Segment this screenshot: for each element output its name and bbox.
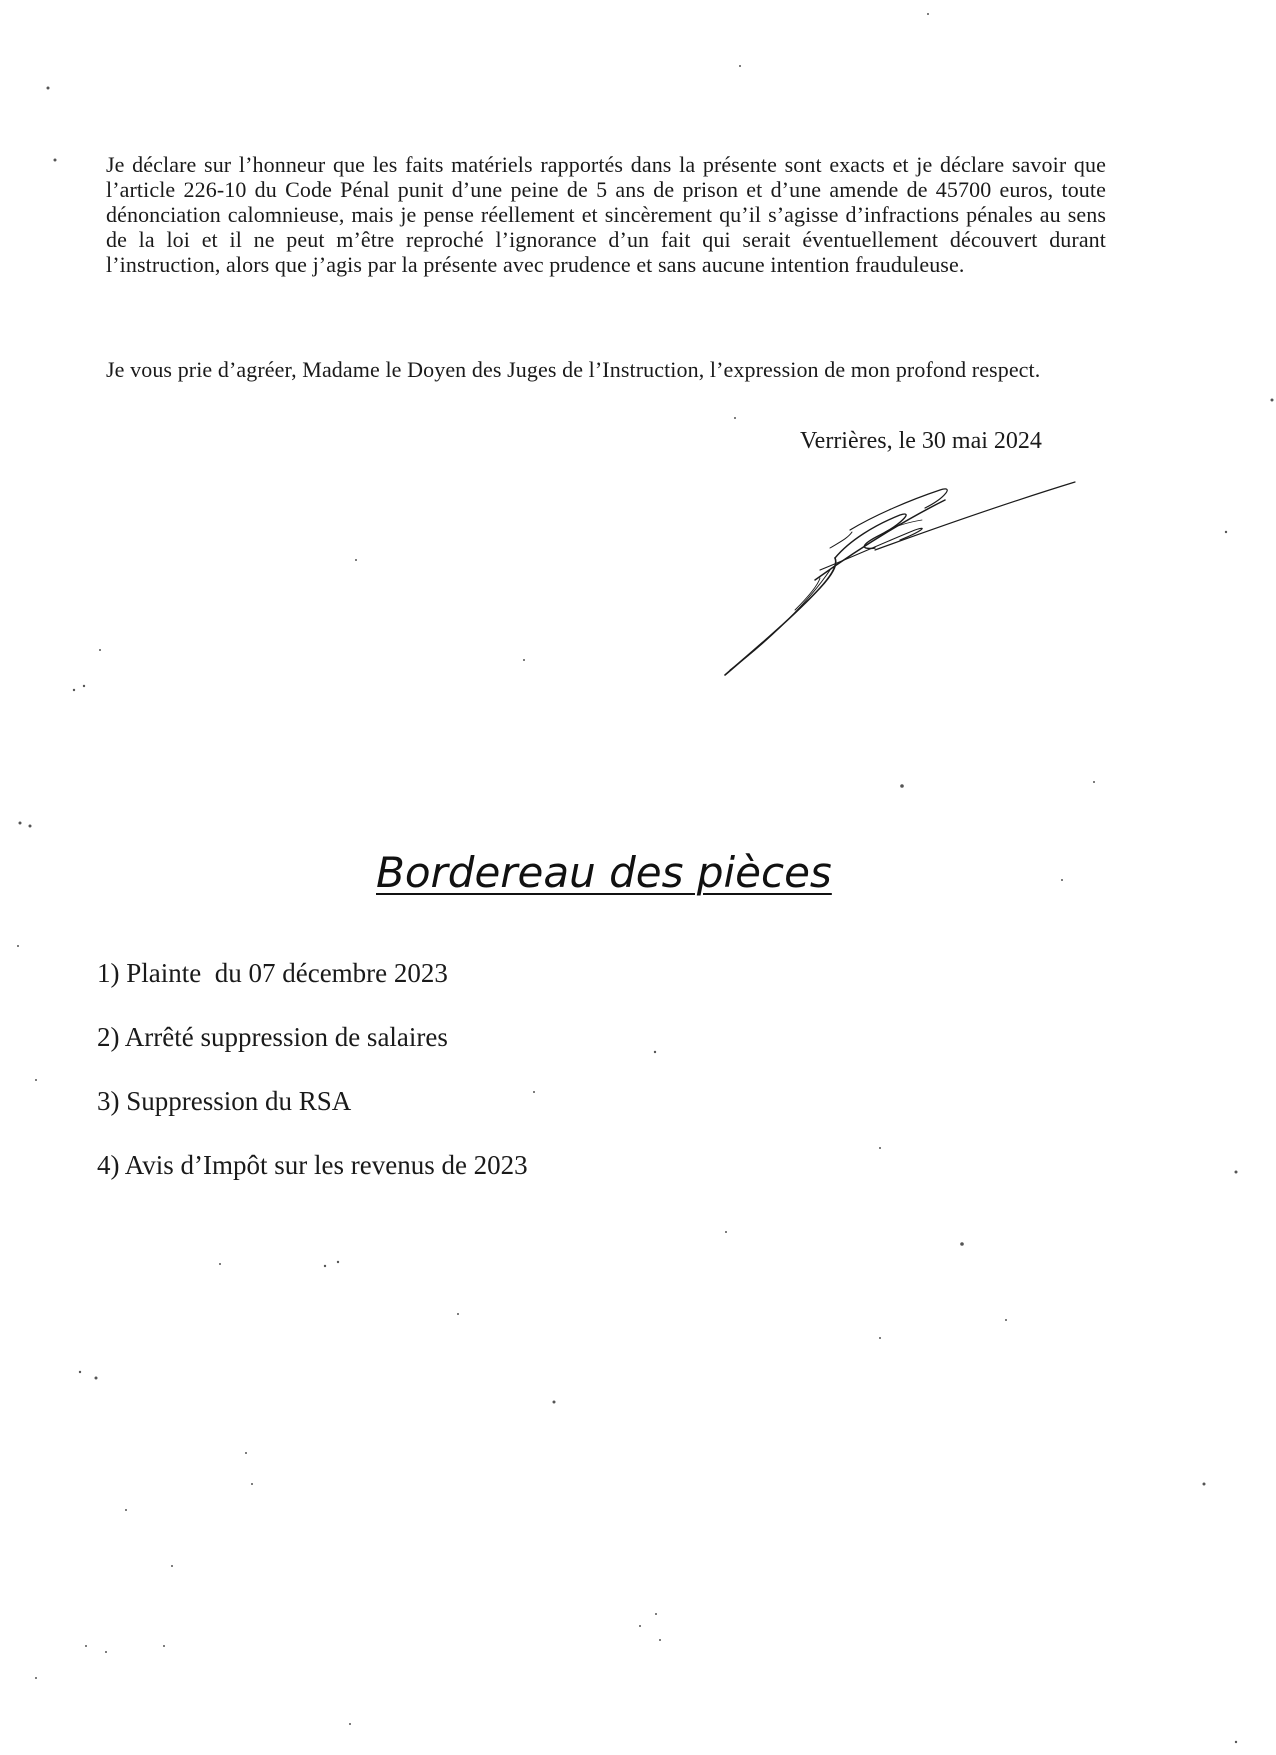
pieces-list: [97, 958, 528, 1214]
declaration-paragraph: Je déclare sur l’honneur que les faits matériels rapportés dans la présente sont exacts et je déclare savoir que l’article 226-10 du Code Pénal punit d’une peine de 5 ans de prison et d’une amende de 45700 euros, toute dénonciation calomnieuse, mais je pense réellement et sincèrement qu’il s’agisse d’infractions pénales au sens de la loi et il ne peut m’être reproché l’ignorance d’un fait qui serait éventuellement découvert durant l’instruction, alors que j’agis par la présente avec prudence et sans aucune intention frauduleuse.: [106, 152, 1106, 277]
bordereau-title: Bordereau des pièces: [376, 848, 832, 897]
list-item: 1) Plainte du 07 décembre 2023: [97, 958, 448, 988]
list-item: 4) Avis d’Impôt sur les revenus de 2023: [97, 1150, 528, 1180]
signature-icon: [700, 470, 1100, 690]
list-item: 3) Suppression du RSA: [97, 1086, 352, 1116]
closing-paragraph: Je vous prie d’agréer, Madame le Doyen des Juges de l’Instruction, l’expression de mon profond respect.: [106, 357, 1041, 382]
list-item: 2) Arrêté suppression de salaires: [97, 1022, 448, 1052]
place-and-date: Verrières, le 30 mai 2024: [800, 428, 1042, 454]
